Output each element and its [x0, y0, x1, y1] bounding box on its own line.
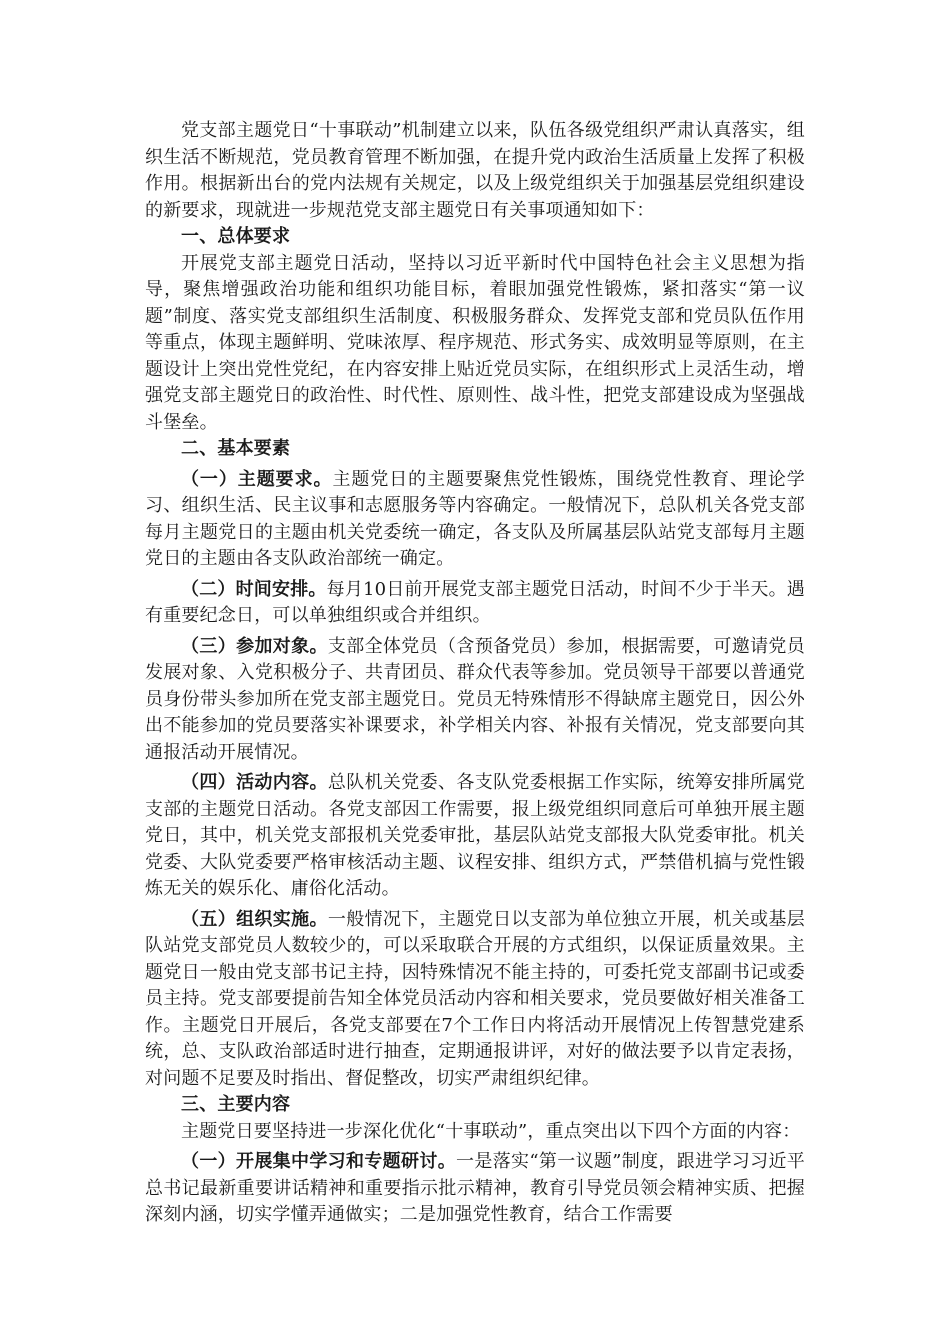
- general-requirements-paragraph: 开展党支部主题党日活动，坚持以习近平新时代中国特色社会主义思想为指导，聚焦增强政治功能和组织功能目标，着眼加强党性锻炼，紧扣落实“第一议题”制度、落实党支部组织生活制度、积极服务群众、发挥党支部和党员队伍作用等重点，体现主题鲜明、党味浓厚、程序规范、形式务实、成效明显等原则，在主题设计上突出党性党纪，在内容安排上贴近党员实际，在组织形式上灵活生动，增强党支部主题党日的政治性、时代性、原则性、战斗性，把党支部建设成为坚强战斗堡垒。: [145, 252, 805, 433]
- element-item-organization: [145, 907, 805, 1093]
- item-text: 一般情况下，主题党日以支部为单位独立开展，机关或基层队站党支部党员人数较少的，可以采取联合开展的方式组织，以保证质量效果。主题党日一般由党支部书记主持，因特殊情况不能主持的，可委托党支部副书记或委员主持。党支部要提前告知全体党员活动内容和相关要求，党员要做好相关准备工作。主题党日开展后，各党支部要在7个工作日内将活动开展情况上传智慧党建系统，总、支队政治部适时进行抽查，定期通报讲评，对好的做法要予以肯定表扬，对问题不足要及时指出、督促整改，切实严肃组织纪律。: [145, 908, 805, 1089]
- item-lead: （一）主题要求。: [181, 468, 333, 490]
- main-content-paragraph: 主题党日要坚持进一步深化优化“十事联动”，重点突出以下四个方面的内容：: [181, 1120, 801, 1142]
- item-lead: （四）活动内容。: [181, 772, 328, 793]
- section-heading-main-content: 三、主要内容: [181, 1094, 291, 1115]
- item-text: 支部全体党员（含预备党员）参加，根据需要，可邀请党员发展对象、入党积极分子、共青团员、群众代表等参加。党员领导干部要以普通党员身份带头参加所在党支部主题党日。党员无特殊情形不得缺席主题党日，因公外出不能参加的党员要落实补课要求，补学相关内容、补报有关情况，党支部要向其通报活动开展情况。: [145, 635, 805, 763]
- element-item-participants: [145, 634, 805, 767]
- section-heading-general: 一、总体要求: [181, 226, 291, 247]
- item-text: 一是落实“第一议题”制度，跟进学习习近平总书记最新重要讲话精神和重要指示批示精神，教育引导党员领会精神实质、把握深刻内涵，切实学懂弄通做实；二是加强党性教育，结合工作需要: [145, 1151, 806, 1225]
- intro-paragraph: 党支部主题党日“十事联动”机制建立以来，队伍各级党组织严肃认真落实，组织生活不断规范，党员教育管理不断加强，在提升党内政治生活质量上发挥了积极作用。根据新出台的党内法规有关规定，以及上级党组织关于加强基层党组织建设的新要求，现就进一步规范党支部主题党日有关事项通知如下：: [145, 120, 805, 221]
- element-item-content: [145, 770, 805, 903]
- item-lead: （三）参加对象。: [181, 635, 328, 657]
- element-item-schedule: [145, 577, 805, 630]
- main-content-item-study: [145, 1149, 805, 1229]
- section-heading-elements: 二、基本要素: [181, 438, 291, 459]
- item-text: 每月10日前开展党支部主题党日活动，时间不少于半天。遇有重要纪念日，可以单独组织或合并组织。: [145, 578, 805, 626]
- item-lead: （五）组织实施。: [181, 908, 328, 930]
- document-body: [145, 118, 805, 1229]
- item-text: 主题党日的主题要聚焦党性锻炼，围绕党性教育、理论学习、组织生活、民主议事和志愿服务等内容确定。一般情况下，总队机关各党支部每月主题党日的主题由机关党委统一确定，各支队及所属基层队站党支部每月主题党日的主题由各支队政治部统一确定。: [145, 468, 805, 569]
- item-lead: （二）时间安排。: [181, 578, 327, 600]
- item-lead: （一）开展集中学习和专题研讨。: [181, 1151, 457, 1172]
- element-item-theme: [145, 467, 805, 573]
- item-text: 总队机关党委、各支队党委根据工作实际，统筹安排所属党支部的主题党日活动。各党支部因工作需要，报上级党组织同意后可单独开展主题党日，其中，机关党支部报机关党委审批，基层队站党支部报大队党委审批。机关党委、大队党委要严格审核活动主题、议程安排、组织方式，严禁借机搞与党性锻炼无关的娱乐化、庸俗化活动。: [145, 772, 805, 899]
